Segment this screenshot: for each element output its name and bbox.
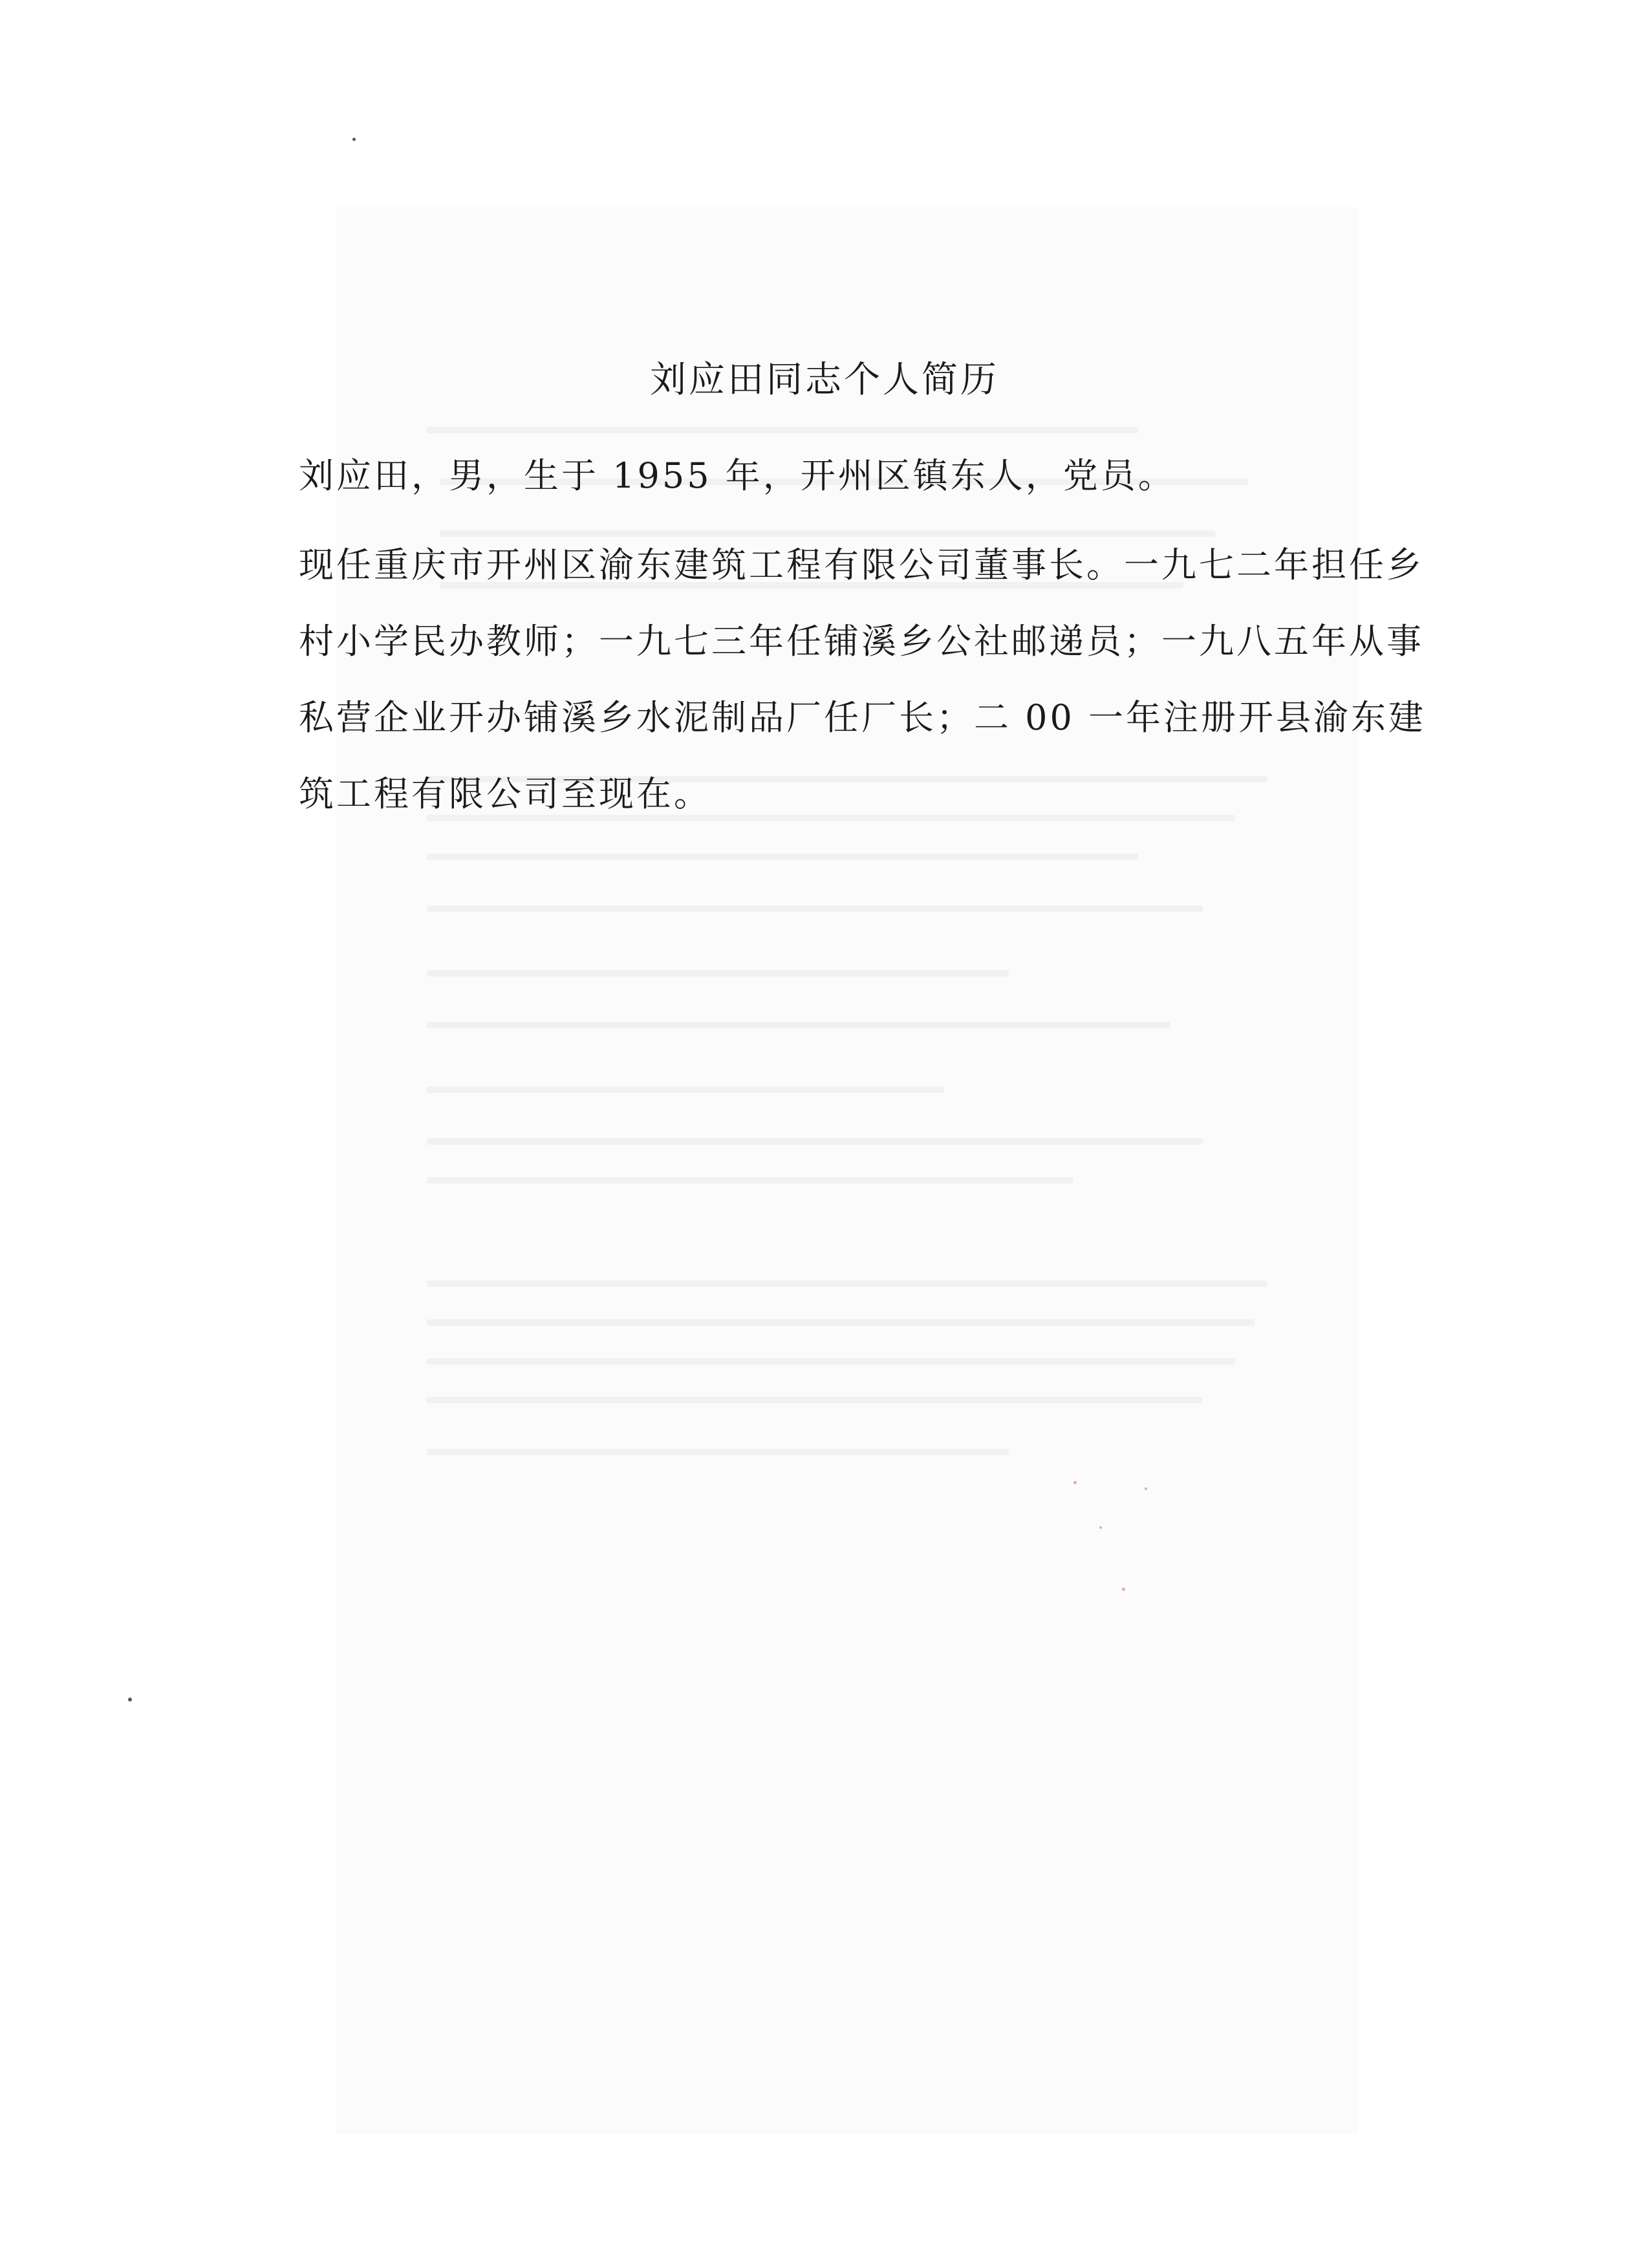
stamp-trace [1099,1526,1102,1529]
body-line: 刘应田，男，生于 1955 年，开州区镇东人，党员。 [299,455,1176,496]
document-title: 刘应田同志个人简历 [650,359,999,401]
body-line: 现任重庆市开州区渝东建筑工程有限公司董事长。一九七二年担任乡 [299,545,1424,585]
scan-speck [128,1698,132,1701]
scan-speck [352,138,356,141]
body-line: 村小学民办教师；一九七三年任铺溪乡公社邮递员；一九八五年从事 [299,621,1424,662]
body-line: 筑工程有限公司至现在。 [299,773,711,814]
stamp-trace [1145,1487,1147,1490]
stamp-trace [1073,1481,1077,1484]
body-line: 私营企业开办铺溪乡水泥制品厂任厂长；二 00 一年注册开县渝东建 [299,697,1427,738]
stamp-trace [1122,1588,1125,1591]
